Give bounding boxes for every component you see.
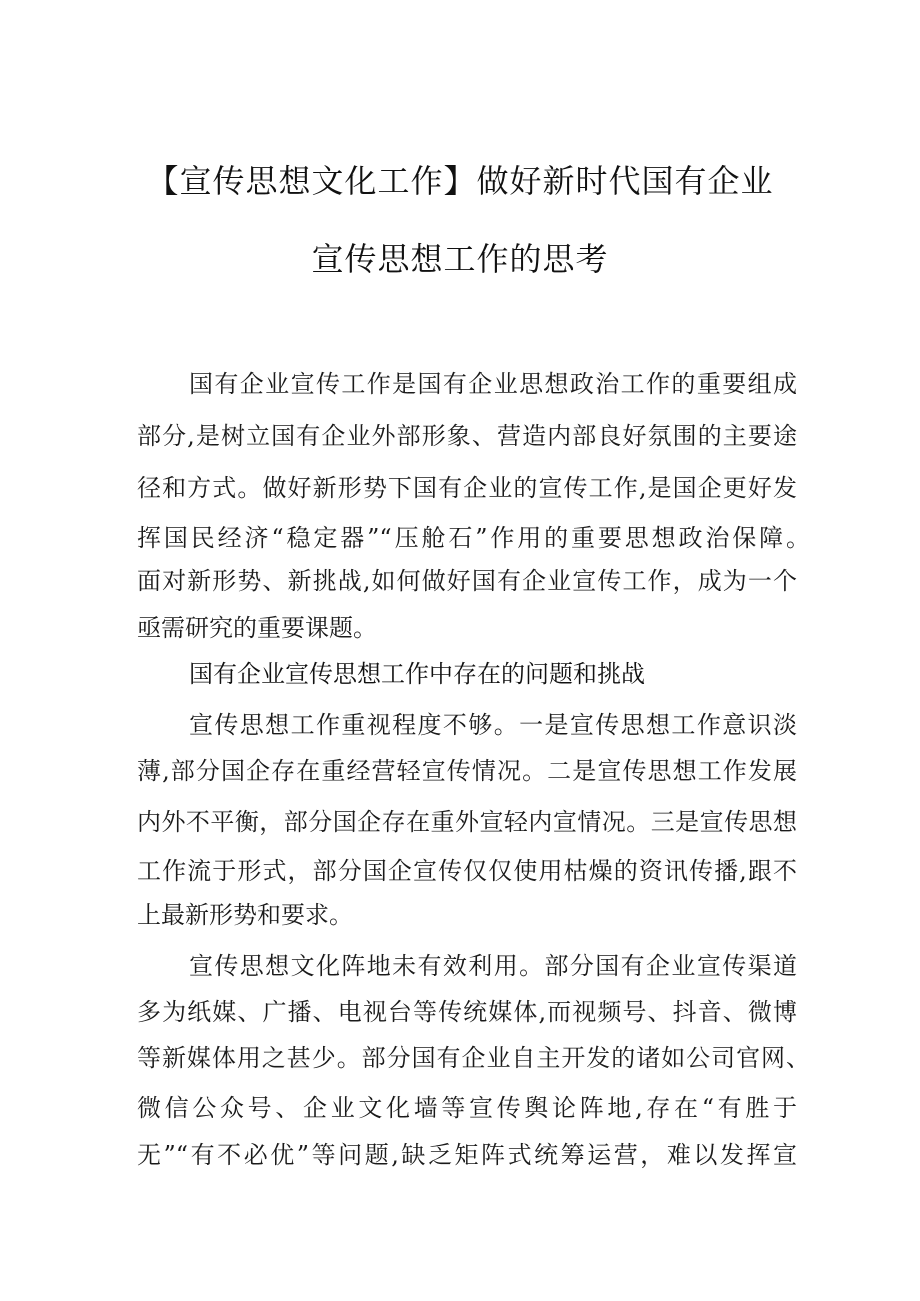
paragraph-1-line-5: 面对新形势、新挑战,如何做好国有企业宣传工作，成为一个 <box>137 567 797 595</box>
section-heading: 国有企业宣传思想工作中存在的问题和挑战 <box>189 660 645 688</box>
paragraph-3-line-2: 多为纸媒、广播、电视台等传统媒体,而视频号、抖音、微博 <box>137 998 797 1026</box>
paragraph-1-line-1: 国有企业宣传工作是国有企业思想政治工作的重要组成 <box>189 370 797 398</box>
paragraph-2-line-4: 工作流于形式，部分国企宣传仅仅使用枯燥的资讯传播,跟不 <box>137 857 797 885</box>
document-title-line-1: 【宣传思想文化工作】做好新时代国有企业 <box>146 162 774 200</box>
paragraph-2-line-3: 内外不平衡，部分国企存在重外宣轻内宣情况。三是宣传思想 <box>137 808 797 836</box>
paragraph-1-line-3: 径和方式。做好新形势下国有企业的宣传工作,是国企更好发 <box>137 474 797 502</box>
paragraph-2-line-5: 上最新形势和要求。 <box>137 901 353 929</box>
paragraph-1-line-4: 挥国民经济“稳定器”“压舱石”作用的重要思想政治保障。 <box>137 524 810 552</box>
paragraph-3-line-4: 微信公众号、企业文化墙等宣传舆论阵地,存在“有胜于 <box>137 1094 797 1122</box>
paragraph-1-line-6: 亟需研究的重要课题。 <box>137 614 377 642</box>
document-title-line-2: 宣传思想工作的思考 <box>311 240 609 278</box>
paragraph-3-line-5: 无”“有不必优”等问题,缺乏矩阵式统筹运营，难以发挥宣 <box>137 1141 797 1169</box>
paragraph-1-line-2: 部分,是树立国有企业外部形象、营造内部良好氛围的主要途 <box>137 422 797 450</box>
paragraph-3-line-3: 等新媒体用之甚少。部分国有企业自主开发的诸如公司官网、 <box>137 1044 810 1072</box>
paragraph-3-line-1: 宣传思想文化阵地未有效利用。部分国有企业宣传渠道 <box>189 952 797 980</box>
paragraph-2-line-2: 薄,部分国企存在重经营轻宣传情况。二是宣传思想工作发展 <box>137 757 797 785</box>
paragraph-2-line-1: 宣传思想工作重视程度不够。一是宣传思想工作意识淡 <box>189 711 797 739</box>
